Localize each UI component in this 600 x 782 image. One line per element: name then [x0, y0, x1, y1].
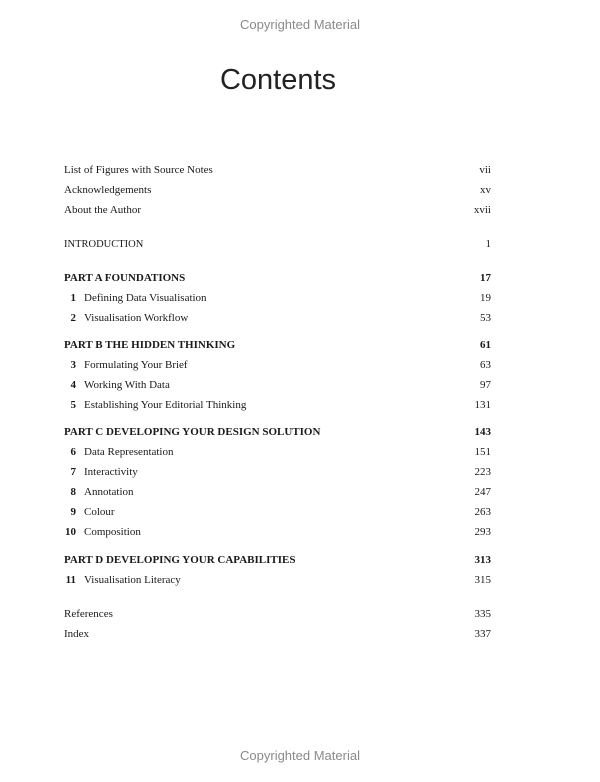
toc-chapter-number: 11 — [65, 574, 76, 586]
toc-entry-title: PART C DEVELOPING YOUR DESIGN SOLUTION — [64, 426, 321, 438]
toc-entry-title: Establishing Your Editorial Thinking — [84, 399, 247, 411]
toc-entry — [64, 180, 491, 200]
toc-page-number: 61 — [480, 339, 491, 351]
toc-entry-title: Composition — [84, 526, 141, 538]
toc-page-number: 19 — [480, 292, 491, 304]
toc-entry-title: INTRODUCTION — [64, 239, 144, 250]
toc-page-number: 97 — [480, 379, 491, 391]
toc-entry-title: PART A FOUNDATIONS — [64, 272, 186, 284]
toc-entry — [64, 160, 491, 180]
toc-entry-title: Interactivity — [84, 466, 138, 478]
toc-chapter-entry — [64, 375, 491, 395]
toc-page-number: 315 — [474, 574, 491, 586]
toc-page-number: 263 — [474, 506, 491, 518]
toc-chapter-entry — [64, 502, 491, 522]
toc-chapter-entry — [64, 570, 491, 590]
toc-part-heading — [64, 335, 491, 355]
toc-part-heading — [64, 268, 491, 288]
toc-entry-title: Visualisation Literacy — [84, 574, 181, 586]
toc-page-number: xvii — [473, 204, 491, 216]
toc-page-number: 1 — [485, 238, 491, 250]
toc-entry-title: Working With Data — [84, 379, 170, 391]
toc-page-number: vii — [479, 164, 491, 176]
toc-part-heading — [64, 422, 491, 442]
toc-entry-title: Annotation — [84, 486, 134, 498]
watermark-bottom: Copyrighted Material — [240, 748, 360, 763]
toc-page-number: 293 — [474, 526, 491, 538]
toc-chapter-entry — [64, 355, 491, 375]
toc-chapter-entry — [64, 442, 491, 462]
toc-page-number: 335 — [474, 608, 491, 620]
toc-entry-title: Defining Data Visualisation — [84, 292, 207, 304]
toc-chapter-entry — [64, 395, 491, 415]
toc-page-number: 131 — [474, 399, 491, 411]
toc-entry — [64, 604, 491, 624]
toc-page-number: 337 — [474, 628, 491, 640]
toc-entry-title: List of Figures with Source Notes — [64, 164, 213, 176]
toc-page-number: xv — [480, 184, 491, 196]
toc-chapter-entry — [64, 462, 491, 482]
toc-entry-title: PART D DEVELOPING YOUR CAPABILITIES — [64, 554, 296, 566]
toc-page-number: 53 — [480, 312, 491, 324]
page-title: Contents — [219, 64, 337, 96]
toc-entry-title: Index — [64, 628, 90, 640]
toc-page-number: 247 — [474, 486, 491, 498]
toc-chapter-number: 7 — [70, 466, 76, 478]
toc-chapter-number: 5 — [70, 399, 76, 411]
toc-page-number: 223 — [474, 466, 491, 478]
toc-page-number: 313 — [474, 554, 491, 566]
toc-chapter-number: 8 — [70, 486, 76, 498]
toc-entry-title: Formulating Your Brief — [84, 359, 188, 371]
toc-page-number: 17 — [480, 272, 491, 284]
toc-chapter-number: 6 — [70, 446, 76, 458]
toc-entry-title: References — [64, 608, 113, 620]
toc-chapter-number: 1 — [70, 292, 76, 304]
toc-chapter-entry — [64, 288, 491, 308]
toc-entry-title: About the Author — [64, 204, 141, 216]
toc-chapter-entry — [64, 522, 491, 542]
toc-part-heading — [64, 550, 491, 570]
watermark-top: Copyrighted Material — [240, 17, 360, 32]
toc-page-number: 63 — [480, 359, 491, 371]
toc-entry-title: Acknowledgements — [64, 184, 152, 196]
toc-entry-title: PART B THE HIDDEN THINKING — [64, 339, 236, 351]
toc-chapter-number: 2 — [70, 312, 76, 324]
toc-chapter-entry — [64, 308, 491, 328]
toc-chapter-number: 3 — [70, 359, 76, 371]
toc-entry-title: Visualisation Workflow — [84, 312, 189, 324]
toc-chapter-number: 4 — [70, 379, 76, 391]
toc-chapter-entry — [64, 482, 491, 502]
toc-entry-title: Colour — [84, 506, 115, 518]
toc-entry-title: Data Representation — [84, 446, 174, 458]
toc-page-number: 151 — [474, 446, 491, 458]
toc-page-number: 143 — [474, 426, 491, 438]
toc-entry — [64, 200, 491, 220]
toc-entry — [64, 234, 491, 254]
toc-chapter-number: 9 — [70, 506, 76, 518]
toc-chapter-number: 10 — [65, 526, 76, 538]
toc-entry — [64, 624, 491, 644]
